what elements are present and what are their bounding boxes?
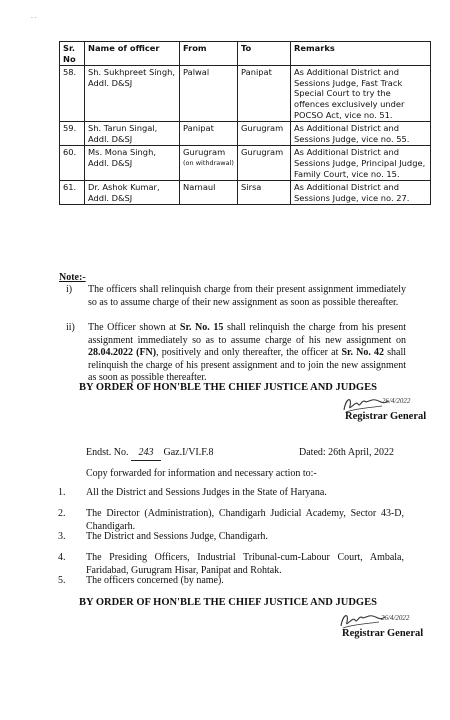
header-sr-no: Sr. No [60,42,85,66]
note-item-text [88,322,406,385]
endst-prefix: Endst. No. [86,447,129,458]
note-text-part: shall relinquish the charge from his present assignment immediately so as to assume charge of his new assignment on [88,322,406,346]
note-item [66,284,406,309]
cell-to: Gurugram [238,122,291,146]
cell-to: Gurugram [238,146,291,181]
cell-from [180,146,238,181]
cell-to: Panipat [238,66,291,122]
recipient-text: The District and Sessions Judge, Chandigarh. [86,531,268,542]
cell-to: Sirsa [238,181,291,205]
endorsement-number [86,447,214,461]
recipient-text: All the District and Sessions Judges in the State of Haryana. [86,487,327,498]
recipient-number: 2. [58,508,66,519]
recipient-text: The Director (Administration), Chandigarh Judicial Academy, Sector 43-D, Chandigarh. [86,508,404,532]
cell-name: Ms. Mona Singh, Addl. D&SJ [85,146,180,181]
recipient-number: 5. [58,575,66,586]
endst-number: 243 [131,447,161,461]
table-row [60,146,431,181]
note-item [66,322,406,385]
cell-from: Narnaul [180,181,238,205]
signature-date: 26/4/2022 [382,397,411,405]
note-text-bold: Sr. No. 42 [341,347,384,359]
note-text-bold: Sr. No. 15 [179,322,224,333]
header-from: From [180,42,238,66]
cell-name: Sh. Sukhpreet Singh, Addl. D&SJ [85,66,180,122]
table-row [60,66,431,122]
cell-remarks: As Additional District and Sessions Judge, Fast Track Special Court to try the offences exclusively under POCSO Act, vice no. 51. [291,66,431,122]
cell-sr: 61. [60,181,85,205]
cell-name: Sh. Tarun Singal, Addl. D&SJ [85,122,180,146]
table-row [60,181,431,205]
table-row [60,122,431,146]
note-item-number: ii) [66,322,75,333]
transfer-table [59,41,431,205]
note-item-text: The officers shall relinquish charge from their present assignment immediately so as to assume charge of their new assignment as soon as possible thereafter. [88,284,406,308]
note-title: Note:- [59,272,86,283]
recipient-text: The Presiding Officers, Industrial Tribunal-cum-Labour Court, Ambala, Faridabad, Gurugram Hisar, Panipat and Rohtak. [86,552,404,576]
note-item-number: i) [66,284,73,295]
note-text-bold: 28.04.2022 (FN) [88,347,157,359]
note-text-part: , positively and only thereafter, the officer at [156,347,342,359]
recipient-text: The officers concerned (by name). [86,575,224,586]
recipient-number: 4. [58,552,66,563]
cell-remarks: As Additional District and Sessions Judge, vice no. 55. [291,122,431,146]
signature-date-bottom: 26/4/2022 [381,614,410,622]
table-header-row [60,42,431,66]
cell-sr: 58. [60,66,85,122]
note-text-part: shall relinquish the charge of his present assignment and to join the new assignment as soon as possible thereafter. [88,347,406,384]
cell-from-main: Gurugram [183,147,226,158]
recipient-number: 3. [58,531,66,542]
endorsement-date: Dated: 26th April, 2022 [299,447,394,458]
cell-remarks: As Additional District and Sessions Judge, vice no. 27. [291,181,431,205]
scan-specks: · · [31,15,37,22]
header-name: Name of officer [85,42,180,66]
cell-sr: 60. [60,146,85,181]
note-text-part: The Officer shown at [88,322,180,333]
header-remarks: Remarks [291,42,431,66]
cell-name: Dr. Ashok Kumar, Addl. D&SJ [85,181,180,205]
registrar-title-bottom: Registrar General [342,628,424,639]
cell-from: Panipat [180,122,238,146]
registrar-title: Registrar General [345,411,427,422]
cell-from-sub: (on withdrawal) [183,158,234,167]
order-line: BY ORDER OF HON'BLE THE CHIEF JUSTICE AND JUDGES [79,382,377,393]
cell-sr: 59. [60,122,85,146]
cell-remarks: As Additional District and Sessions Judge, Principal Judge, Family Court, vice no. 15. [291,146,431,181]
header-to: To [238,42,291,66]
order-line-bottom: BY ORDER OF HON'BLE THE CHIEF JUSTICE AND JUDGES [79,597,377,608]
endst-suffix: Gaz.I/VI.F.8 [163,447,214,458]
recipient-number: 1. [58,487,66,498]
cell-from: Palwal [180,66,238,122]
copy-forward-line: Copy forwarded for information and necessary action to:- [86,468,317,479]
